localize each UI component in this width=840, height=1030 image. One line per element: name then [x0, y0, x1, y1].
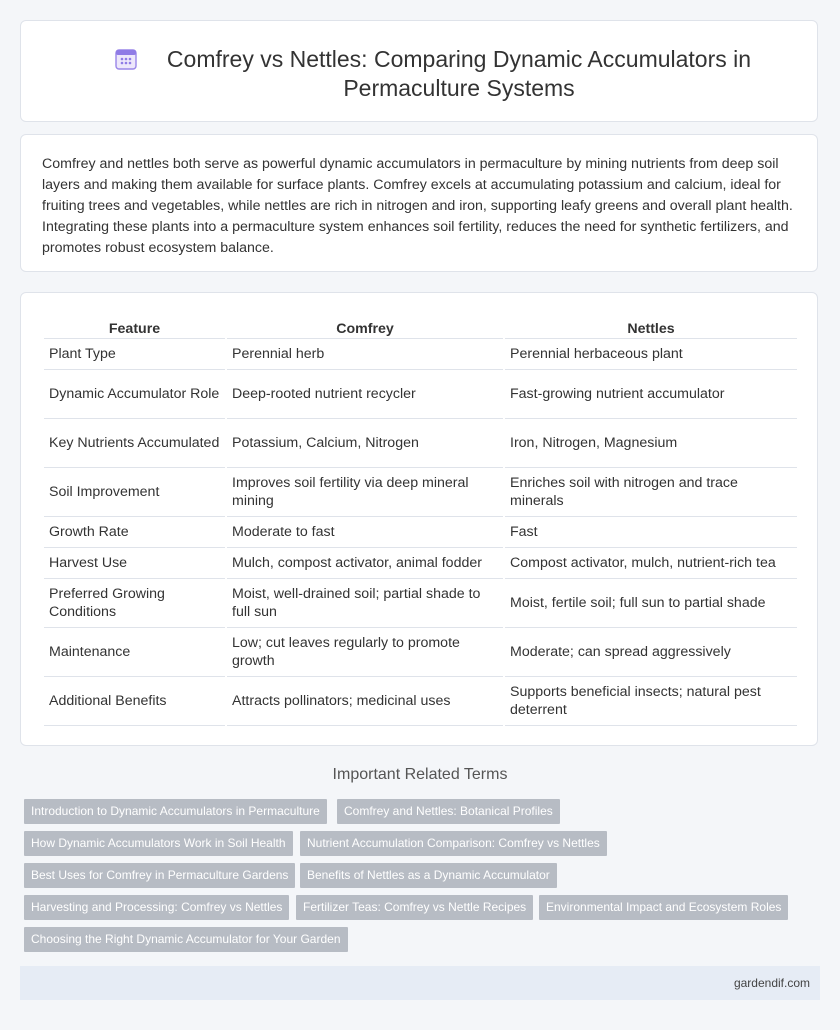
related-term-tag[interactable]: Harvesting and Processing: Comfrey vs Nettles — [24, 895, 289, 920]
table-row — [44, 677, 797, 726]
nettles-cell: Supports beneficial insects; natural pest deterrent — [505, 677, 797, 726]
related-terms-heading: Important Related Terms — [332, 766, 508, 783]
nettles-cell: Fast — [505, 517, 797, 548]
comfrey-cell: Potassium, Calcium, Nitrogen — [227, 419, 503, 468]
header-feature: Feature — [44, 312, 225, 339]
nettles-cell: Compost activator, mulch, nutrient-rich tea — [505, 548, 797, 579]
feature-cell: Preferred Growing Conditions — [44, 579, 225, 628]
comparison-table — [42, 312, 799, 726]
nettles-cell: Fast-growing nutrient accumulator — [505, 370, 797, 419]
feature-cell: Maintenance — [44, 628, 225, 677]
comfrey-cell: Perennial herb — [227, 339, 503, 370]
feature-cell: Growth Rate — [44, 517, 225, 548]
feature-cell: Key Nutrients Accumulated — [44, 419, 225, 468]
feature-cell: Harvest Use — [44, 548, 225, 579]
comfrey-cell: Attracts pollinators; medicinal uses — [227, 677, 503, 726]
table-row — [44, 628, 797, 677]
calendar-icon — [114, 47, 138, 71]
comparison-table-card — [20, 292, 818, 746]
table-row — [44, 370, 797, 419]
related-term-tag[interactable]: Environmental Impact and Ecosystem Roles — [539, 895, 788, 920]
table-row — [44, 517, 797, 548]
related-term-tag[interactable]: Fertilizer Teas: Comfrey vs Nettle Recipes — [296, 895, 533, 920]
related-term-tag[interactable]: How Dynamic Accumulators Work in Soil Health — [24, 831, 293, 856]
related-term-tag[interactable]: Introduction to Dynamic Accumulators in Permaculture — [24, 799, 327, 824]
table-row — [44, 468, 797, 517]
title-card — [20, 20, 818, 122]
table-header-row — [44, 312, 797, 339]
related-term-tag[interactable]: Benefits of Nettles as a Dynamic Accumulator — [300, 863, 557, 888]
comfrey-cell: Low; cut leaves regularly to promote growth — [227, 628, 503, 677]
page-title: Comfrey vs Nettles: Comparing Dynamic Accumulators in Permaculture Systems — [166, 46, 752, 101]
table-row — [44, 419, 797, 468]
feature-cell: Additional Benefits — [44, 677, 225, 726]
comfrey-cell: Moderate to fast — [227, 517, 503, 548]
feature-cell: Plant Type — [44, 339, 225, 370]
comfrey-cell: Improves soil fertility via deep mineral mining — [227, 468, 503, 517]
feature-cell: Soil Improvement — [44, 468, 225, 517]
related-term-tag[interactable]: Nutrient Accumulation Comparison: Comfrey vs Nettles — [300, 831, 607, 856]
feature-cell: Dynamic Accumulator Role — [44, 370, 225, 419]
nettles-cell: Moist, fertile soil; full sun to partial shade — [505, 579, 797, 628]
related-term-tag[interactable]: Comfrey and Nettles: Botanical Profiles — [337, 799, 560, 824]
nettles-cell: Iron, Nitrogen, Magnesium — [505, 419, 797, 468]
related-term-tag[interactable]: Choosing the Right Dynamic Accumulator for Your Garden — [24, 927, 348, 952]
header-comfrey: Comfrey — [227, 312, 503, 339]
intro-card — [20, 134, 818, 272]
comfrey-cell: Deep-rooted nutrient recycler — [227, 370, 503, 419]
nettles-cell: Perennial herbaceous plant — [505, 339, 797, 370]
intro-paragraph: Comfrey and nettles both serve as powerful dynamic accumulators in permaculture by mining nutrients from deep soil layers and making them available for surface plants. Comfrey excels at accumulating potassium and calcium, ideal for fruiting trees and vegetables, while nettles are rich in nitrogen and iron, supporting leafy greens and overall plant health. Integrating these plants into a permaculture system enhances soil fertility, reduces the need for synthetic fertilizers, and promotes robust ecosystem balance. — [42, 156, 793, 256]
footer — [20, 966, 820, 1000]
related-term-tag[interactable]: Best Uses for Comfrey in Permaculture Gardens — [24, 863, 295, 888]
footer-site-link[interactable]: gardendif.com — [733, 976, 810, 990]
table-row — [44, 548, 797, 579]
nettles-cell: Moderate; can spread aggressively — [505, 628, 797, 677]
table-row — [44, 579, 797, 628]
comfrey-cell: Mulch, compost activator, animal fodder — [227, 548, 503, 579]
header-nettles: Nettles — [505, 312, 797, 339]
table-row — [44, 339, 797, 370]
nettles-cell: Enriches soil with nitrogen and trace minerals — [505, 468, 797, 517]
comfrey-cell: Moist, well-drained soil; partial shade to full sun — [227, 579, 503, 628]
